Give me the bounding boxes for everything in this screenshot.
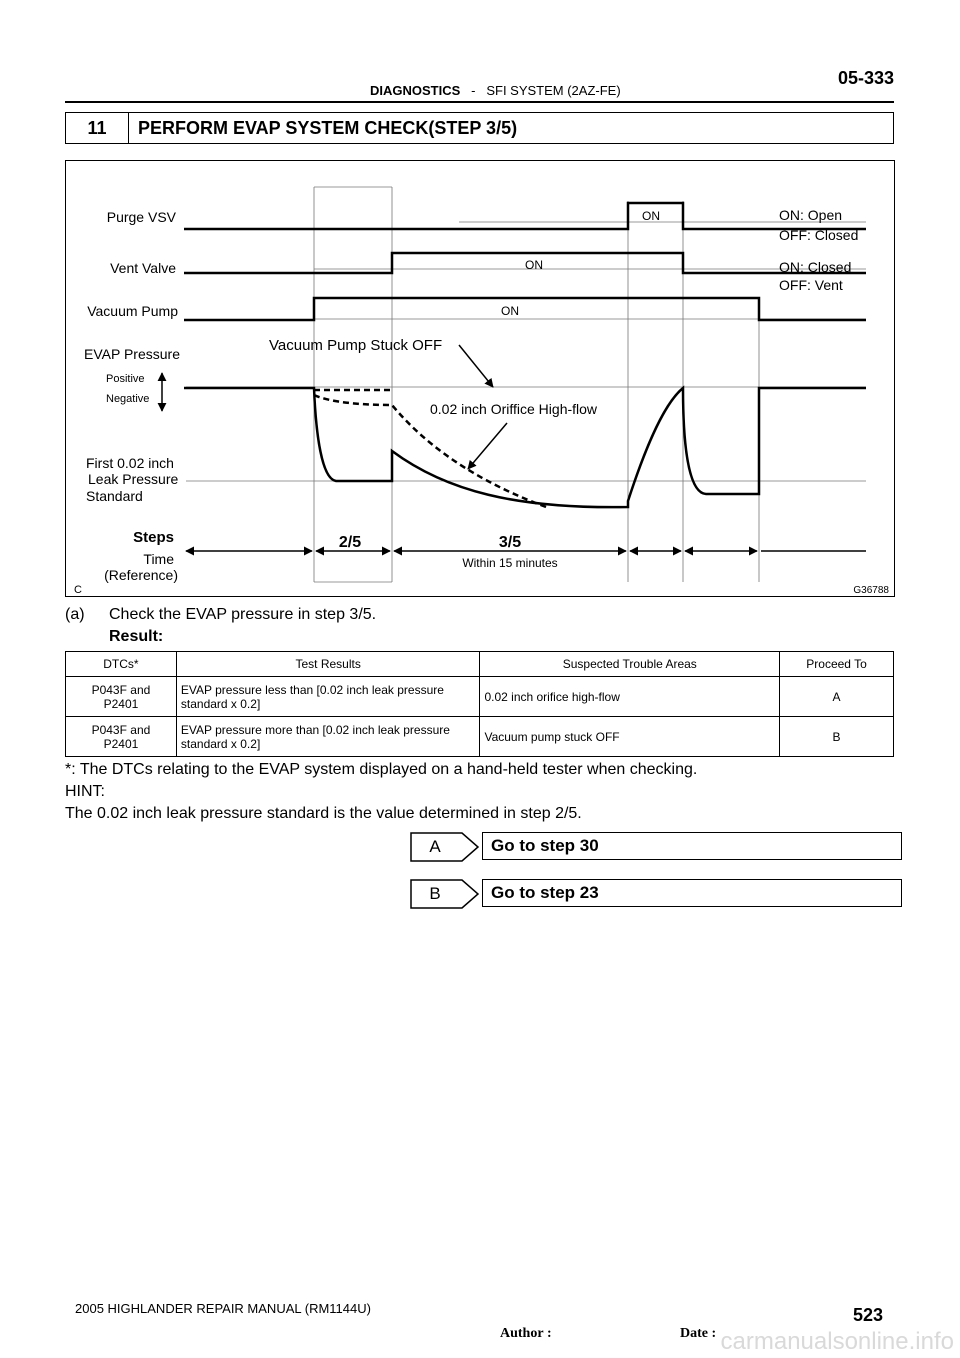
label-purge-vsv: Purge VSV bbox=[106, 209, 176, 225]
footnote: *: The DTCs relating to the EVAP system displayed on a hand-held tester when checking. bbox=[65, 761, 698, 778]
table-row bbox=[66, 677, 894, 717]
result-label: Result: bbox=[109, 628, 164, 645]
step-title: PERFORM EVAP SYSTEM CHECK(STEP 3/5) bbox=[138, 118, 518, 138]
step-title-box bbox=[65, 112, 894, 144]
test-result-line: EVAP pressure more than [0.02 inch leak pressure bbox=[180, 722, 450, 737]
page-code: 05-333 bbox=[838, 68, 895, 88]
test-result-cell bbox=[176, 677, 480, 717]
on-label-vent: ON bbox=[525, 258, 543, 272]
hint-label: HINT: bbox=[65, 783, 105, 800]
timing-diagram-svg bbox=[66, 161, 896, 598]
timing-diagram bbox=[65, 160, 895, 597]
manual-title: 2005 HIGHLANDER REPAIR MANUAL (RM1144U) bbox=[75, 1301, 371, 1316]
column-header: DTCs* bbox=[66, 652, 177, 677]
step-label-2-5: 2/5 bbox=[338, 534, 362, 551]
label-negative: Negative bbox=[106, 393, 150, 405]
label-leak-line2: Leak Pressure bbox=[88, 471, 179, 487]
table-header-row bbox=[66, 652, 894, 677]
section-title: DIAGNOSTICS bbox=[370, 83, 461, 98]
annotation-high-flow: 0.02 inch Oriffice High-flow bbox=[430, 401, 598, 417]
label-time: Time bbox=[143, 551, 174, 567]
dtc-cell bbox=[66, 717, 177, 757]
trouble-area-cell: 0.02 inch orifice high-flow bbox=[480, 677, 780, 717]
legend-vent-on: ON: Closed bbox=[779, 259, 852, 275]
section-separator: - bbox=[471, 83, 476, 98]
label-reference: (Reference) bbox=[104, 567, 178, 583]
date-label: Date : bbox=[680, 1326, 717, 1341]
on-label-purge: ON bbox=[642, 209, 660, 223]
column-header: Proceed To bbox=[780, 652, 894, 677]
step-label-3-5: 3/5 bbox=[498, 534, 522, 551]
watermark: carmanualsonline.info bbox=[720, 1328, 954, 1355]
go-to-step-30-link[interactable]: Go to step 30 bbox=[482, 832, 902, 860]
trouble-area-cell: Vacuum pump stuck OFF bbox=[480, 717, 780, 757]
branch-letter: A bbox=[429, 837, 441, 856]
label-evap-pressure: EVAP Pressure bbox=[84, 346, 180, 362]
label-positive: Positive bbox=[106, 373, 145, 385]
stuck-off-pointer bbox=[459, 345, 493, 387]
legend-vent-off: OFF: Vent bbox=[779, 277, 843, 293]
time-guides bbox=[186, 187, 866, 582]
branch-a bbox=[410, 832, 894, 862]
vacuum-pump-trace bbox=[184, 298, 866, 320]
table-row bbox=[66, 717, 894, 757]
dtc-line: P2401 bbox=[103, 696, 139, 711]
within-15-minutes: Within 15 minutes bbox=[462, 556, 558, 570]
section-header bbox=[370, 83, 621, 98]
go-to-step-23-link[interactable]: Go to step 23 bbox=[482, 879, 902, 907]
test-result-line: standard x 0.2] bbox=[180, 696, 261, 711]
test-result-cell bbox=[176, 717, 480, 757]
legend-purge-on: ON: Open bbox=[779, 207, 843, 223]
purge-vsv-trace bbox=[184, 203, 866, 229]
annotation-stuck-off: Vacuum Pump Stuck OFF bbox=[269, 337, 443, 354]
label-leak-line1: First 0.02 inch bbox=[86, 455, 174, 471]
proceed-cell: A bbox=[780, 677, 894, 717]
column-header: Suspected Trouble Areas bbox=[480, 652, 780, 677]
column-header: Test Results bbox=[176, 652, 480, 677]
instruction-text: Check the EVAP pressure in step 3/5. bbox=[109, 606, 377, 623]
signal-traces bbox=[184, 203, 866, 507]
dtc-cell bbox=[66, 677, 177, 717]
dtc-line: P043F and bbox=[91, 722, 151, 737]
label-steps: Steps bbox=[133, 529, 174, 546]
corner-letter: C bbox=[74, 584, 82, 596]
label-vent-valve: Vent Valve bbox=[110, 260, 176, 276]
label-vacuum-pump: Vacuum Pump bbox=[87, 303, 178, 319]
proceed-cell: B bbox=[780, 717, 894, 757]
instruction-marker: (a) bbox=[65, 606, 85, 623]
branch-b bbox=[410, 879, 894, 909]
step-number: 11 bbox=[66, 113, 129, 143]
high-flow-pointer bbox=[468, 423, 507, 469]
header-rule bbox=[65, 101, 894, 103]
hint-text: The 0.02 inch leak pressure standard is the value determined in step 2/5. bbox=[65, 805, 582, 822]
page-number: 523 bbox=[853, 1305, 884, 1325]
legend-purge-off: OFF: Closed bbox=[779, 227, 859, 243]
result-table bbox=[65, 651, 894, 757]
dtc-line: P2401 bbox=[103, 736, 139, 751]
test-result-line: standard x 0.2] bbox=[180, 736, 261, 751]
label-leak-line3: Standard bbox=[86, 488, 143, 504]
dtc-line: P043F and bbox=[91, 682, 151, 697]
branch-letter: B bbox=[429, 884, 441, 903]
subsection-title: SFI SYSTEM (2AZ-FE) bbox=[486, 83, 621, 98]
on-label-pump: ON bbox=[501, 304, 519, 318]
figure-id: G36788 bbox=[853, 585, 889, 596]
test-result-line: EVAP pressure less than [0.02 inch leak pressure bbox=[180, 682, 444, 697]
author-label: Author : bbox=[500, 1326, 552, 1341]
